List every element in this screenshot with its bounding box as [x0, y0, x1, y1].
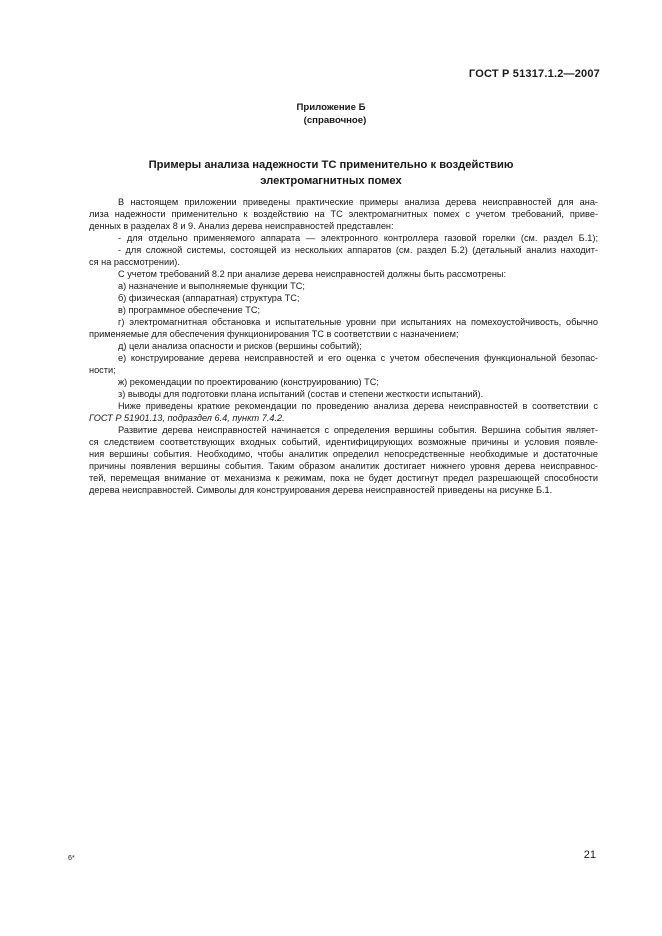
body-line: Ниже приведены краткие рекомендации по проведению анализа дерева неисправностей в соответствии с — [118, 401, 598, 411]
sheet-mark: 6* — [68, 853, 75, 862]
list-item: а) назначение и выполняемые функции ТС; — [118, 281, 305, 291]
body-line: С учетом требований 8.2 при анализе дерева неисправностей должны быть рассмотрены: — [118, 269, 507, 279]
body-line: тей, перемещая внимание от механизма к режимам, пока не будет достигнут предел разрешающей способности — [89, 473, 598, 483]
body-line: В настоящем приложении приведены практические примеры анализа дерева неисправностей для ана- — [118, 197, 598, 207]
body-line: ся на рассмотрении). — [89, 257, 180, 267]
body-text — [89, 196, 598, 496]
standard-number: ГОСТ Р 51317.1.2—2007 — [468, 68, 600, 80]
list-item: д) цели анализа опасности и рисков (вершины событий); — [118, 341, 362, 351]
annex-title: Приложение Б — [296, 102, 366, 113]
body-line: ся следствием соответствующих входных событий, идентифицирующих возможные причины и условия появле- — [89, 437, 598, 447]
section-heading — [0, 157, 662, 189]
standard-reference — [89, 412, 598, 424]
list-item: з) выводы для подготовки плана испытаний (состав и степени жесткости испытаний). — [118, 389, 484, 399]
page-number: 21 — [583, 849, 596, 861]
reference-text: ГОСТ Р 51901.13, подраздел 6.4, пункт 7.4.2. — [89, 413, 285, 423]
annex-block — [0, 101, 662, 127]
annex-subtitle: (справочное) — [303, 115, 367, 126]
body-line: - для сложной системы, состоящей из нескольких аппаратов (см. раздел Б.2) (детальный анализ находит- — [118, 245, 598, 255]
body-line: ности; — [89, 365, 116, 375]
list-item: г) электромагнитная обстановка и испытательные уровни при испытаниях на помехоустойчивость, обычно — [118, 317, 598, 327]
body-line: лиза надежности применительно к воздействию на ТС электромагнитных помех с учетом требований, приве- — [89, 209, 598, 219]
list-item: в) программное обеспечение ТС; — [118, 305, 261, 315]
body-line: денных в разделах 8 и 9. Анализ дерева неисправностей представлен: — [89, 221, 394, 231]
heading-line-1: Примеры анализа надежности ТС применительно к воздействию — [148, 159, 514, 171]
body-line: - для отдельно применяемого аппарата — электронного контроллера газовой горелки (см. раздел Б.1); — [118, 233, 598, 243]
body-line: дерева неисправностей. Символы для конструирования дерева неисправностей приведены на рисунке Б.1. — [89, 485, 553, 495]
list-item: б) физическая (аппаратная) структура ТС; — [118, 293, 300, 303]
body-line: ния вершины события. Необходимо, чтобы аналитик определил непосредственные необходимые и достаточные — [89, 449, 598, 459]
list-item: е) конструирование дерева неисправностей и его оценка с учетом обеспечения функциональной безопас- — [118, 353, 598, 363]
body-line: причины появления вершины события. Таким образом аналитик достигает нижнего уровня дерева неисправнос- — [89, 461, 598, 471]
body-line: применяемые для обеспечения функционирования ТС в соответствии с назначением; — [89, 329, 459, 339]
list-item: ж) рекомендации по проектированию (конструированию) ТС; — [118, 377, 379, 387]
heading-line-2: электромагнитных помех — [260, 175, 402, 187]
body-line: Развитие дерева неисправностей начинается с определения вершины события. Вершина события являет- — [118, 425, 598, 435]
